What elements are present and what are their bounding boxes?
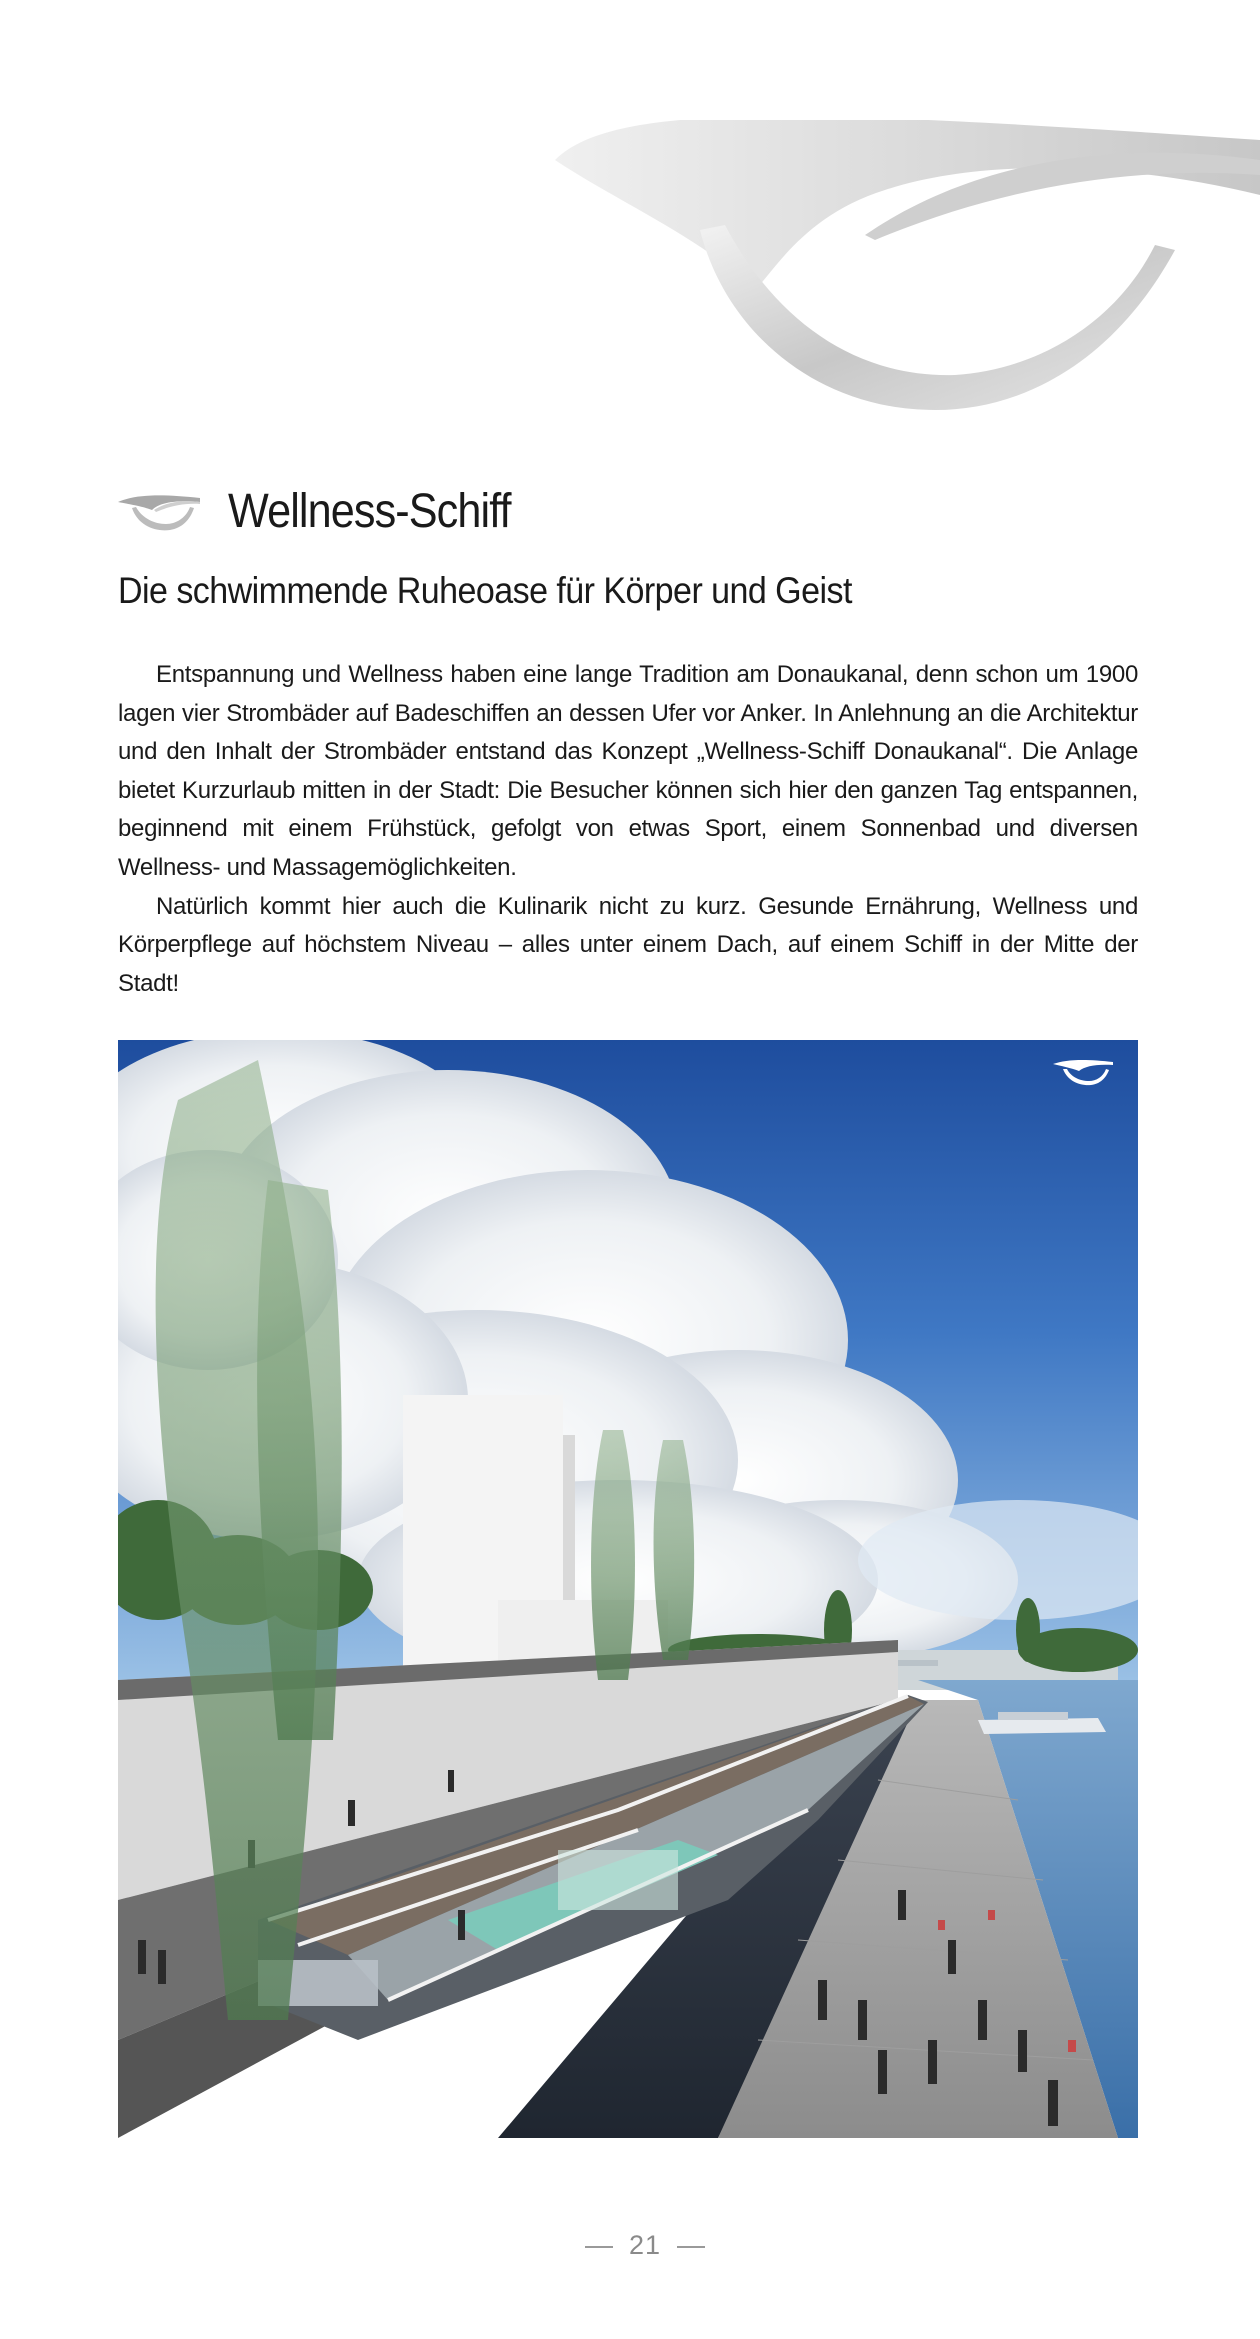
swoosh-logo-icon [555, 120, 1260, 420]
wellness-ship-rendering [118, 1040, 1138, 2138]
page-number [0, 2230, 1260, 2261]
divider [585, 2246, 613, 2248]
paragraph: Natürlich kommt hier auch die Kulinarik nicht zu kurz. Gesunde Ernährung, Wellness und Körperpflege auf höchstem Niveau – alles unter einem Dach, auf einem Schiff in der Mitte der Stadt! [118, 892, 1138, 997]
paragraph: Entspannung und Wellness haben eine lange Tradition am Donaukanal, denn schon um 1900 lagen vier Strombäder auf Badeschiffen an dessen Ufer vor Anker. In Anlehnung an die Architektur und den Inhalt der Strombäder entstand das Konzept „Wellness-Schiff Donaukanal“. Die Anlage bietet Kurzurlaub mitten in der Stadt: Die Besucher können sich hier den ganzen Tag entspannen, beginnend mit einem Frühstück, gefolgt von etwas Sport, einem Sonnenbad und diversen Wellness- und Massagemöglichkeiten. [118, 661, 1138, 881]
section-heading [118, 484, 542, 539]
page-title: Wellness-Schiff [228, 485, 511, 538]
page-number-label: 21 [628, 2230, 662, 2260]
divider [677, 2246, 705, 2248]
page-subtitle: Die schwimmende Ruheoase für Körper und Geist [118, 570, 852, 611]
body-text [118, 656, 1138, 1003]
swoosh-logo-icon [118, 490, 200, 534]
